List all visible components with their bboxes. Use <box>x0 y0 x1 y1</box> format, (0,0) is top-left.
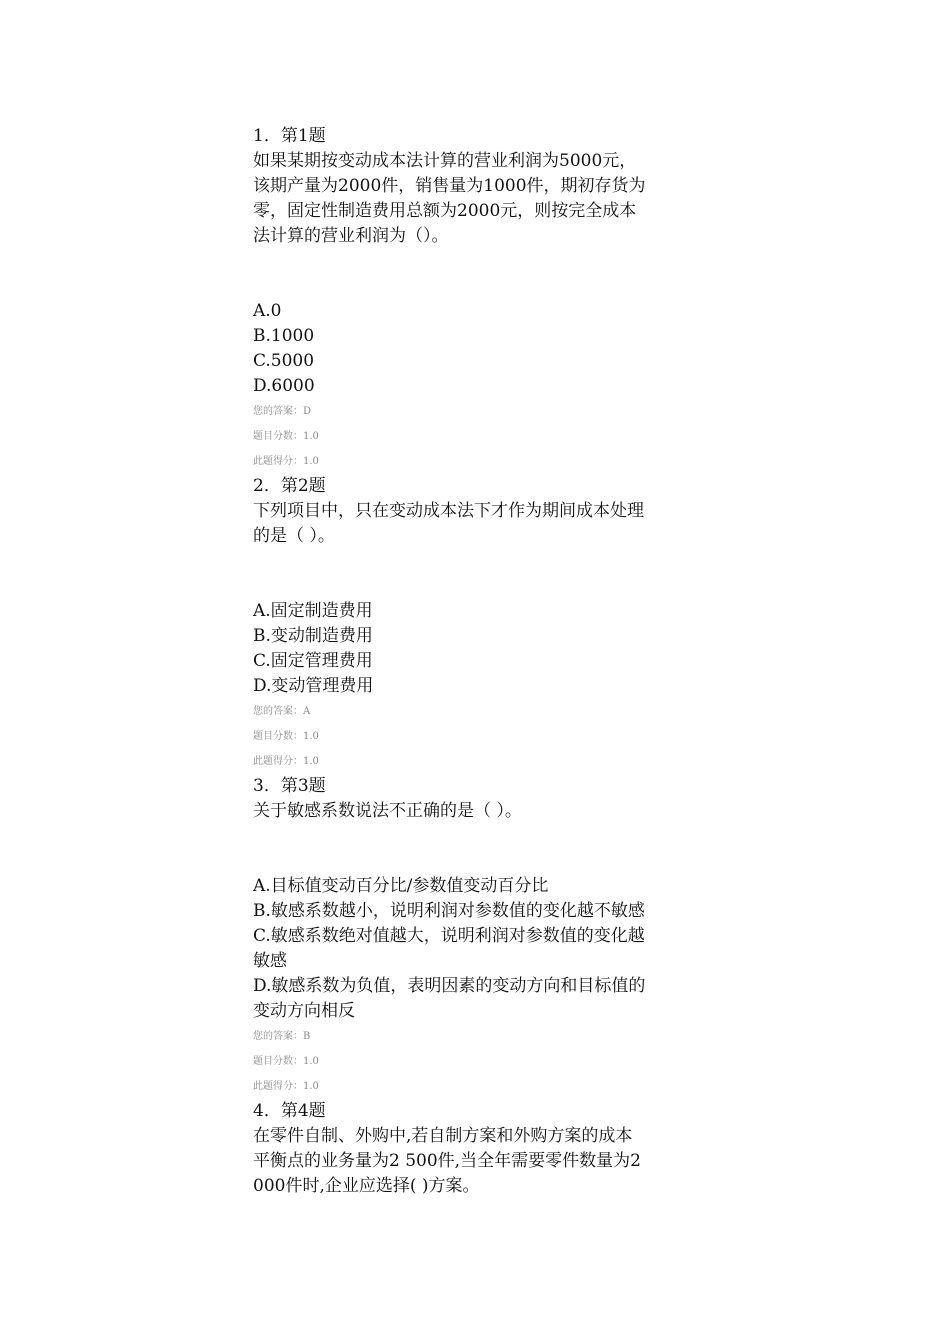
your-answer: 您的答案：D <box>253 406 312 417</box>
question-stem-line: 下列项目中，只在变动成本法下才作为期间成本处理 <box>253 501 644 521</box>
option-d: D.变动管理费用 <box>253 676 374 696</box>
question-title: 1．第1题 <box>253 126 326 146</box>
question-score: 题目分数：1.0 <box>253 1056 319 1067</box>
option-c: C.固定管理费用 <box>253 651 373 671</box>
question-score: 题目分数：1.0 <box>253 431 319 442</box>
question-score: 题目分数：1.0 <box>253 731 319 742</box>
question-title: 4．第4题 <box>253 1101 326 1121</box>
question-title: 2．第2题 <box>253 476 326 496</box>
question-stem-line: 平衡点的业务量为2 500件,当全年需要零件数量为2 <box>253 1151 641 1171</box>
option-b: B.1000 <box>253 326 315 346</box>
earned-score: 此题得分：1.0 <box>253 456 319 467</box>
option-a: A.0 <box>253 301 282 321</box>
spacer <box>253 549 703 599</box>
option-c-continued: 敏感 <box>253 951 287 971</box>
option-b: B.变动制造费用 <box>253 626 373 646</box>
your-answer: 您的答案：B <box>253 1031 311 1042</box>
question-title: 3．第3题 <box>253 776 326 796</box>
your-answer: 您的答案：A <box>253 706 311 717</box>
option-a: A.固定制造费用 <box>253 601 373 621</box>
question-1 <box>253 124 703 474</box>
question-2 <box>253 474 703 774</box>
option-d: D.6000 <box>253 376 315 396</box>
earned-score: 此题得分：1.0 <box>253 1081 319 1092</box>
question-stem-line: 在零件自制、外购中,若自制方案和外购方案的成本 <box>253 1126 633 1146</box>
question-stem-line: 关于敏感系数说法不正确的是（ ）。 <box>253 801 522 821</box>
option-d: D.敏感系数为负值，表明因素的变动方向和目标值的 <box>253 976 646 996</box>
option-a: A.目标值变动百分比/参数值变动百分比 <box>253 876 549 896</box>
question-stem-line: 零，固定性制造费用总额为2000元，则按完全成本 <box>253 201 637 221</box>
option-b: B.敏感系数越小，说明利润对参数值的变化越不敏感 <box>253 901 645 921</box>
spacer <box>253 249 703 299</box>
question-4 <box>253 1099 703 1199</box>
question-stem-line: 000件时,企业应选择( )方案。 <box>253 1176 480 1196</box>
earned-score: 此题得分：1.0 <box>253 756 319 767</box>
question-stem-line: 如果某期按变动成本法计算的营业利润为5000元， <box>253 151 637 171</box>
question-stem-line: 的是（ ）。 <box>253 526 335 546</box>
spacer <box>253 824 703 874</box>
option-c: C.5000 <box>253 351 315 371</box>
option-c: C.敏感系数绝对值越大，说明利润对参数值的变化越 <box>253 926 645 946</box>
exam-document <box>253 124 703 1199</box>
option-d-continued: 变动方向相反 <box>253 1001 355 1021</box>
question-stem-line: 该期产量为2000件，销售量为1000件，期初存货为 <box>253 176 646 196</box>
question-stem-line: 法计算的营业利润为（）。 <box>253 226 449 246</box>
question-3 <box>253 774 703 1099</box>
